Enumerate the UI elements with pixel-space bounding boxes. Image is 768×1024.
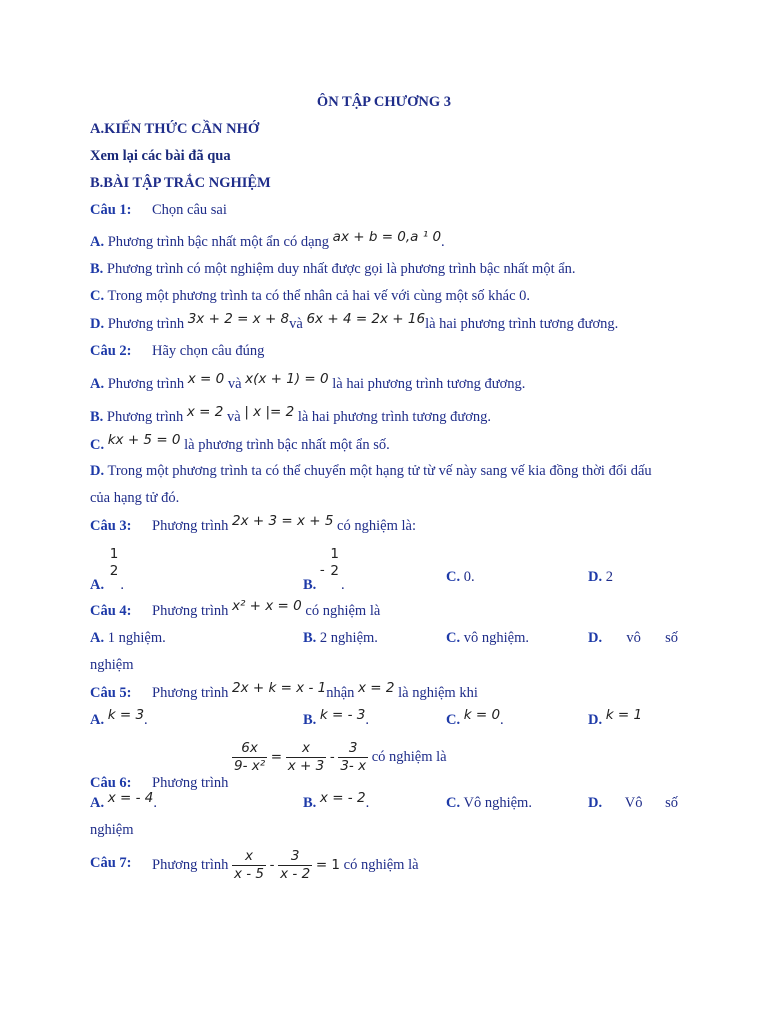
option-text: Phương trình bậc nhất một ẩn có dạng (107, 234, 330, 250)
question-prompt: có nghiệm là (305, 603, 381, 619)
denominator: 2 (330, 563, 340, 579)
q2-option-b (90, 404, 492, 426)
option-text: và (227, 376, 242, 392)
question-1 (90, 202, 227, 219)
math-expression: 6x + 4 = 2x + 16 (306, 311, 426, 327)
question-2 (90, 343, 264, 360)
q5-option-c: C. k = 0. (446, 707, 504, 728)
option-label: C. (446, 630, 461, 646)
option-label: C. (446, 795, 461, 811)
q6-option-d-cont: nghiệm (90, 822, 134, 838)
q3-option-c (446, 569, 475, 586)
denominator: 9- x² (233, 758, 266, 774)
minus-sign: - (329, 748, 335, 765)
question-prompt: Phương trình (152, 774, 229, 791)
option-label: B. (90, 261, 104, 277)
question-prompt: Chọn câu sai (152, 202, 227, 218)
question-label: Câu 6: (90, 774, 132, 791)
q6-option-c (446, 795, 532, 812)
question-prompt: Phương trình (152, 518, 229, 534)
math-expression: 2x + k = x - 1 (231, 680, 327, 696)
numerator: x (301, 740, 310, 756)
q2-option-d (90, 463, 652, 480)
question-6 (90, 740, 447, 791)
option-label: C. (446, 712, 461, 728)
option-text: số (665, 630, 678, 646)
option-text: Vô (624, 795, 643, 811)
section-a-heading: A.KIẾN THỨC CẦN NHỚ (90, 121, 260, 137)
fraction (338, 740, 368, 775)
math-expression: x = 0 (187, 371, 225, 387)
section-b-heading: B.BÀI TẬP TRẮC NGHIỆM (90, 175, 271, 191)
question-prompt: có nghiệm là: (337, 518, 416, 534)
fraction (328, 546, 341, 580)
option-text: Vô nghiệm. (463, 795, 532, 811)
math-expression: | x |= 2 (244, 404, 295, 420)
q2-option-a (90, 371, 526, 393)
numerator: 3 (290, 848, 300, 864)
math-expression: k = 3 (107, 707, 145, 723)
option-text: 0. (463, 569, 475, 585)
q1-option-a: A. Phương trình bậc nhất một ẩn có dạng ax + b = 0,a ¹ 0. (90, 229, 445, 250)
q1-option-c (90, 288, 530, 305)
q3-option-d (588, 569, 613, 586)
numerator: x (245, 848, 253, 864)
option-label: D. (588, 712, 603, 728)
option-label: D. (588, 630, 603, 646)
fraction (232, 848, 266, 883)
math-expression: x = - 4 (107, 790, 154, 806)
option-text: vô nghiệm. (463, 630, 529, 646)
option-text: và (289, 316, 303, 332)
option-text: là hai phương trình tương đương. (297, 409, 492, 425)
option-label: D. (588, 795, 603, 811)
option-text: Phương trình (106, 409, 184, 425)
q1-option-d (90, 311, 619, 333)
q6-option-a: A. x = - 4. (90, 790, 157, 811)
numerator: 3 (348, 740, 358, 756)
option-label: A. (90, 234, 105, 250)
option-label: B. (303, 795, 317, 811)
math-expression: ax + b = 0,a ¹ 0 (332, 229, 442, 245)
q6-option-d (588, 795, 678, 812)
denominator: x + 3 (287, 758, 325, 774)
q5-option-d (588, 707, 643, 729)
option-text: vô (626, 630, 641, 646)
math-expression: 2x + 3 = x + 5 (231, 513, 334, 529)
option-label: A. (90, 577, 105, 594)
option-text: Trong một phương trình ta có thể nhân cả hai vế với cùng một số khác 0. (107, 288, 531, 304)
option-label: B. (303, 712, 317, 728)
denominator: 3- x (340, 758, 367, 774)
q6-option-b: B. x = - 2. (303, 790, 370, 811)
option-text: 2 (605, 569, 613, 585)
option-label: C. (446, 569, 461, 585)
option-text: là hai phương trình tương đương. (425, 316, 619, 332)
option-label: B. (303, 577, 317, 594)
math-expression: k = - 3 (319, 707, 366, 723)
option-label: B. (90, 409, 104, 425)
question-label: Câu 3: (90, 518, 132, 534)
page-title: ÔN TẬP CHƯƠNG 3 (316, 94, 452, 110)
option-label: A. (90, 795, 105, 811)
denominator: 2 (109, 563, 119, 579)
question-4 (90, 598, 381, 620)
option-text: là hai phương trình tương đương. (332, 376, 526, 392)
question-prompt: Phương trình (152, 856, 229, 873)
question-prompt: Phương trình (152, 603, 229, 619)
option-text: Phương trình (107, 376, 185, 392)
numerator: 1 (330, 546, 340, 562)
denominator: x - 5 (233, 866, 265, 882)
section-a-sub: Xem lại các bài đã qua (90, 148, 231, 164)
q4-option-b (303, 630, 378, 647)
q2-option-d-cont: của hạng tử đó. (90, 490, 180, 506)
option-text: là phương trình bậc nhất một ẩn số. (184, 437, 390, 453)
fraction (232, 740, 267, 775)
question-prompt: có nghiệm là (343, 856, 419, 873)
fraction (286, 740, 326, 775)
q4-option-d-cont: nghiệm (90, 657, 134, 673)
equals-sign: = 1 (315, 856, 341, 873)
math-expression: x² + x = 0 (231, 598, 302, 614)
q4-option-a (90, 630, 166, 647)
q4-option-c (446, 630, 529, 647)
question-label: Câu 7: (90, 854, 132, 871)
option-text: 1 nghiệm. (107, 630, 166, 646)
option-text: và (227, 409, 241, 425)
numerator: 6x (241, 740, 258, 756)
option-label: A. (90, 630, 105, 646)
math-expression: k = 0 (463, 707, 501, 723)
question-7 (90, 848, 419, 883)
question-label: Câu 2: (90, 343, 132, 359)
option-text: Trong một phương trình ta có thể chuyển một hạng tử từ vế này sang vế kia đồng thời đổi dấu (107, 463, 652, 479)
option-label: D. (588, 569, 603, 585)
math-expression: 3x + 2 = x + 8 (187, 311, 290, 327)
minus-sign: - (269, 856, 275, 873)
question-5 (90, 680, 478, 702)
q5-option-a: A. k = 3. (90, 707, 148, 728)
question-label: Câu 4: (90, 603, 132, 619)
option-text: 2 nghiệm. (319, 630, 378, 646)
q3-option-a: A. 1 2 . (90, 546, 124, 594)
q5-option-b: B. k = - 3. (303, 707, 370, 728)
q3-option-b: B. - 1 2 . (303, 546, 345, 594)
question-prompt: Hãy chọn câu đúng (152, 343, 265, 359)
fraction (278, 848, 312, 883)
option-label: B. (303, 630, 317, 646)
math-expression: kx + 5 = 0 (107, 432, 181, 448)
denominator: x - 2 (280, 866, 311, 882)
equals-sign: = (270, 748, 283, 765)
numerator: 1 (109, 546, 119, 562)
question-label: Câu 5: (90, 685, 132, 701)
fraction (108, 546, 121, 580)
option-label: D. (90, 316, 105, 332)
q2-option-c (90, 432, 390, 454)
option-label: D. (90, 463, 105, 479)
math-expression: k = 1 (605, 707, 643, 723)
question-prompt: Phương trình (152, 685, 229, 701)
math-expression: x = - 2 (319, 790, 366, 806)
question-3 (90, 513, 416, 535)
q4-option-d (588, 630, 678, 647)
math-expression: x = 2 (186, 404, 224, 420)
option-label: C. (90, 288, 105, 304)
question-prompt: nhận (326, 685, 355, 701)
q1-option-b (90, 261, 576, 278)
option-text: Phương trình (107, 316, 185, 332)
option-text: Phương trình có một nghiệm duy nhất được gọi là phương trình bậc nhất một ẩn. (106, 261, 576, 277)
math-expression: x = 2 (358, 680, 395, 696)
option-label: A. (90, 376, 105, 392)
question-label: Câu 1: (90, 202, 132, 218)
question-prompt: có nghiệm là (371, 748, 447, 765)
option-label: C. (90, 437, 105, 453)
option-text: số (665, 795, 678, 811)
option-label: A. (90, 712, 105, 728)
question-prompt: là nghiệm khi (398, 685, 478, 701)
math-expression: x(x + 1) = 0 (245, 371, 329, 387)
minus-sign: - (319, 562, 325, 579)
